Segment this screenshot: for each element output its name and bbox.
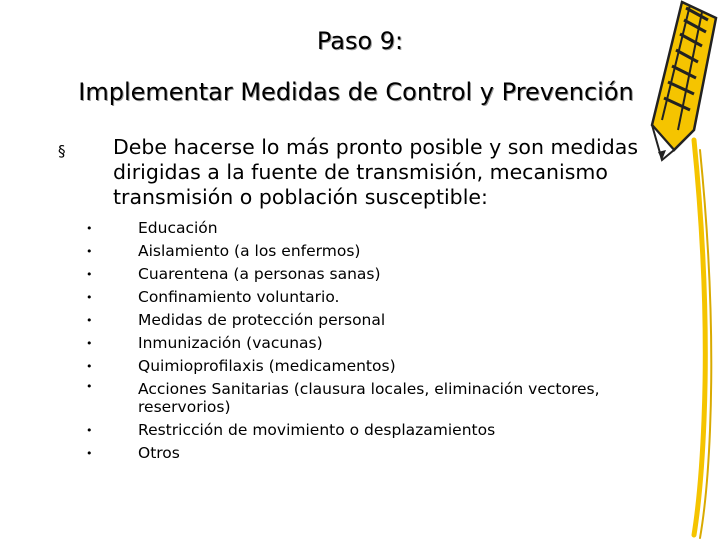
list-item-label: Confinamiento voluntario. (138, 288, 340, 306)
bullet-icon: • (86, 424, 93, 437)
bullet-icon: • (86, 222, 93, 235)
list-item-label: Acciones Sanitarias (clausura locales, eliminación vectores, reservorios) (138, 380, 600, 416)
list-item-label: Inmunización (vacunas) (138, 334, 323, 352)
list-item-label: Medidas de protección personal (138, 311, 386, 329)
slide-title: Paso 9: (316, 27, 404, 55)
list-item (86, 240, 666, 263)
list-item-label: Quimioprofilaxis (medicamentos) (138, 357, 396, 375)
main-bullet-icon: § (58, 142, 66, 160)
list-item-label: Aislamiento (a los enfermos) (138, 242, 361, 260)
list-item (86, 332, 666, 355)
list-item-label: Educación (138, 219, 218, 237)
main-paragraph: Debe hacerse lo más pronto posible y son medidas dirigidas a la fuente de transmisión, mecanismo transmisión o población susceptible: (113, 135, 639, 209)
list-item (86, 217, 666, 240)
list-item (86, 442, 666, 465)
bullet-icon: • (86, 245, 93, 258)
list-item (86, 355, 666, 378)
list-item (86, 378, 666, 419)
list-item (86, 286, 666, 309)
pencil-icon (590, 0, 720, 540)
bullet-icon: • (86, 337, 93, 350)
bullet-icon: • (86, 291, 93, 304)
list-item (86, 263, 666, 286)
bullet-icon: • (86, 380, 93, 393)
list-item (86, 309, 666, 332)
list-item-label: Cuarentena (a personas sanas) (138, 265, 381, 283)
list-item-label: Otros (138, 444, 180, 462)
bullet-icon: • (86, 268, 93, 281)
list-item-label: Restricción de movimiento o desplazamientos (138, 421, 496, 439)
measures-list (86, 217, 666, 465)
bullet-icon: • (86, 314, 93, 327)
slide-subtitle: Implementar Medidas de Control y Prevención (78, 78, 634, 106)
bullet-icon: • (86, 360, 93, 373)
list-item (86, 419, 666, 442)
bullet-icon: • (86, 447, 93, 460)
